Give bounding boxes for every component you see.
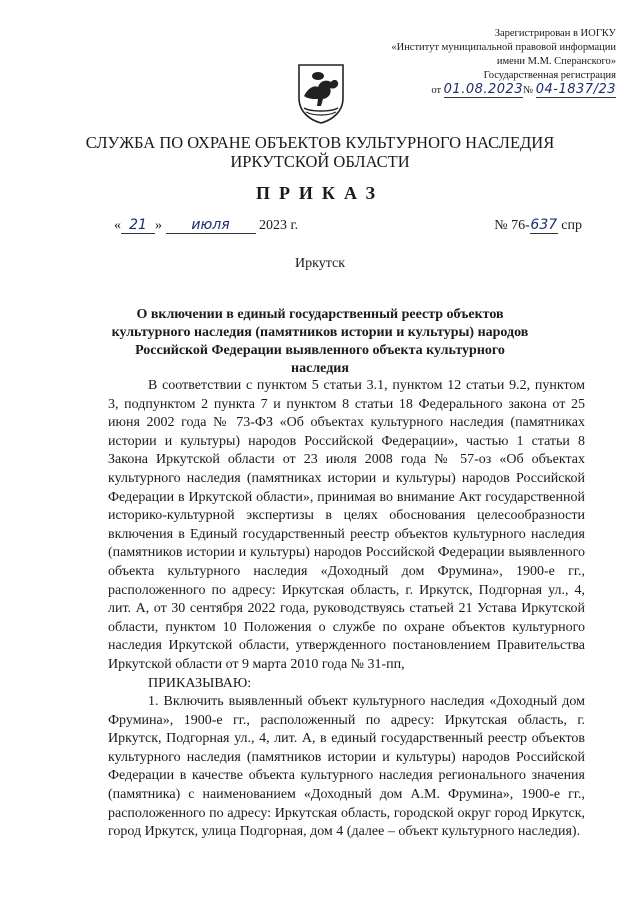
handwritten-month: июля bbox=[166, 217, 256, 234]
registration-from-label: от bbox=[431, 85, 442, 96]
order-number-prefix: № 76- bbox=[494, 218, 530, 233]
registration-handwritten-date: 01.08.2023 bbox=[443, 82, 524, 97]
registration-handwritten-number: 04-1837/23 bbox=[535, 82, 616, 97]
date-open-quote: « bbox=[114, 218, 121, 233]
registration-line-2: «Институт муниципальной правовой информации bbox=[391, 42, 616, 53]
document-type-title: ПРИКАЗ bbox=[255, 183, 385, 203]
handwritten-order-number: 637 bbox=[530, 217, 558, 233]
date-year: 2023 г. bbox=[259, 218, 299, 233]
preamble-paragraph: В соответствии с пунктом 5 статьи 3.1, пунктом 12 статьи 9.2, пунктом 3, подпунктом 2 пункта 7 и пунктом 8 статьи 18 Федерального закона от 25 июня 2002 года № 73-ФЗ «Об объектах культурного наследия (памятниках истории и культуры) народов Российской Федерации», частью 1 статьи 8 Закона Иркутской области от 23 июля 2008 года № 57-оз «Об объектах культурного наследия (памятниках истории и культуры) народов Российской Федерации в Иркутской области», принимая во внимание Акт государственной историко-культурной экспертизы в целях обоснования целесообразности включения в Единый государственный реестр объектов культурного наследия (памятников истории и культуры) народов Российской Федерации выявленного объекта культурного наследия «Доходный дом Фрумина», 1900-е гг., расположенного по адресу: Иркутская область, г. Иркутск, Подгорная ул., 4, лит. А, от 30 сентября 2022 года, руководствуясь статьей 21 Устава Иркутской области, пунктом 10 Положения о службе по охране объектов культурного наследия Иркутской области, утвержденного постановлением Правительства Иркутской области от 9 марта 2010 года № 31-пп, bbox=[108, 378, 585, 672]
date-close-quote: » bbox=[155, 218, 162, 233]
registration-line-4: Государственная регистрация bbox=[483, 70, 616, 81]
registration-stamp bbox=[356, 27, 616, 98]
order-subject: О включении в единый государственный реестр объектов культурного наследия (памятников истории и культуры) народов Российской Федерации выявленного объекта культурного наследия bbox=[111, 307, 529, 376]
order-body bbox=[108, 377, 585, 842]
registration-line-1: Зарегистрирован в ИОГКУ bbox=[494, 28, 616, 39]
order-number-suffix: спр bbox=[561, 218, 582, 233]
order-item-1: 1. Включить выявленный объект культурного наследия «Доходный дом Фрумина», 1900-е гг., расположенный по адресу: Иркутская область, г. Иркутск, Подгорная ул., 4, лит. А, в единый государственный реестр объектов культурного наследия (памятников истории и культуры) народов Российской Федерации в качестве объекта культурного наследия регионального значения (памятника) с наименованием «Доходный дом А.М. Фрумина», 1900-е гг., расположенного по адресу: Иркутская область, городской округ город Иркутск, город Иркутск, улица Подгорная, дом 4 (далее – объект культурного наследия). bbox=[108, 694, 585, 840]
service-name-line-1: СЛУЖБА ПО ОХРАНЕ ОБЪЕКТОВ КУЛЬТУРНОГО НАСЛЕДИЯ bbox=[85, 133, 555, 152]
registration-date-line bbox=[356, 83, 616, 98]
order-date bbox=[114, 217, 298, 234]
service-name-line-2: ИРКУТСКОЙ ОБЛАСТИ bbox=[230, 152, 410, 171]
coat-of-arms-icon bbox=[296, 62, 346, 124]
registration-line-3: имени М.М. Сперанского» bbox=[496, 56, 616, 67]
registration-no-sign: № bbox=[523, 85, 534, 96]
handwritten-day: 21 bbox=[121, 217, 155, 234]
order-keyword: ПРИКАЗЫВАЮ: bbox=[148, 675, 252, 691]
service-name bbox=[0, 133, 640, 171]
order-number bbox=[494, 217, 582, 234]
city-name: Иркутск bbox=[294, 256, 346, 271]
